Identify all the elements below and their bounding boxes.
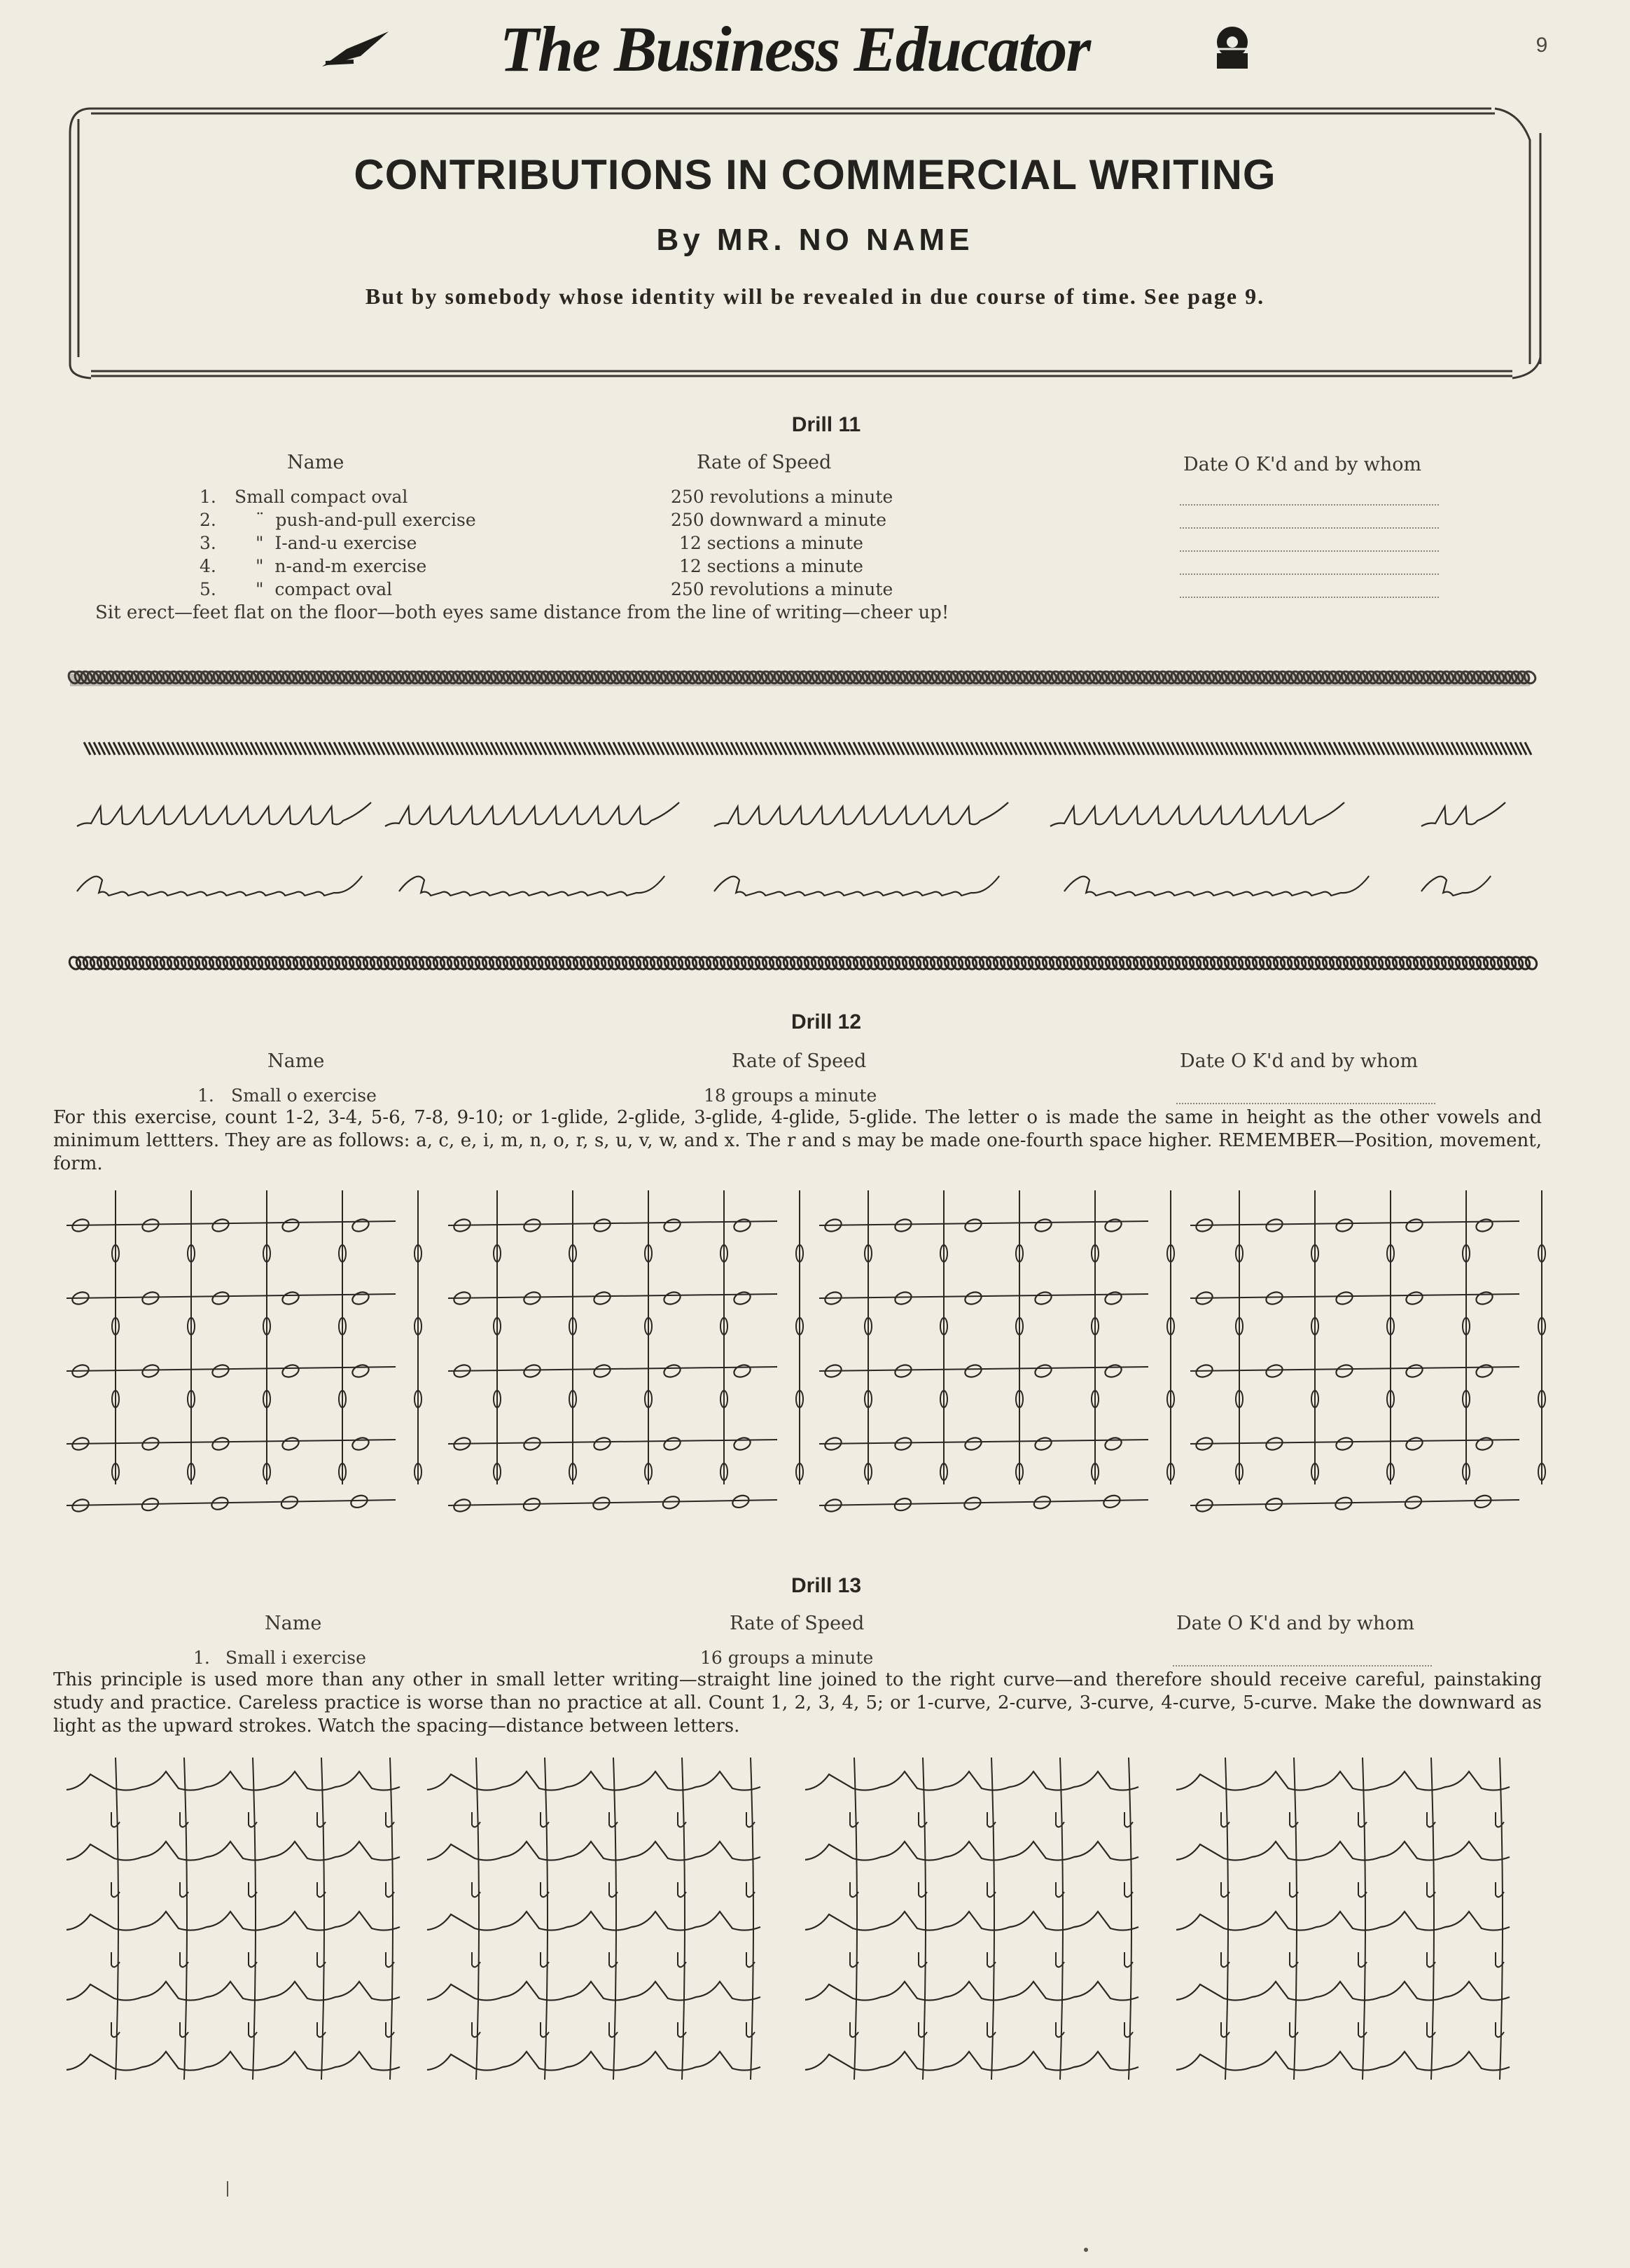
small-o-letter <box>1405 1290 1424 1306</box>
small-o-letter <box>963 1435 983 1452</box>
small-o-letter <box>141 1217 160 1233</box>
drill-13-specimens <box>0 1751 1630 2115</box>
script-exercise-group <box>1421 876 1491 896</box>
small-o-letter <box>522 1217 542 1233</box>
small-i-letter <box>1427 2022 1435 2037</box>
small-o-letter <box>662 1363 682 1379</box>
small-o-letter <box>1335 1363 1354 1379</box>
small-o-letter <box>732 1435 752 1452</box>
row-rate: 18 groups a minute <box>704 1085 877 1106</box>
small-i-exercise-row <box>1176 1912 1510 1930</box>
glide-line <box>1190 1500 1519 1505</box>
small-i-letter <box>1496 1812 1504 1827</box>
margin-mark <box>227 2181 228 2197</box>
row-number: 4. <box>200 556 216 576</box>
drill-12-col-date: Date O K'd and by whom <box>1180 1050 1419 1072</box>
small-o-letter <box>1405 1217 1424 1233</box>
small-o-letter <box>893 1217 913 1233</box>
signature-line <box>1180 573 1439 575</box>
small-i-letter <box>180 1812 188 1827</box>
small-i-exercise-row <box>805 1982 1138 2001</box>
small-i-letter <box>678 1812 686 1827</box>
small-o-letter <box>1103 1363 1123 1379</box>
small-i-letter <box>987 2022 996 2037</box>
small-i-letter <box>472 2022 480 2037</box>
row-number: 1. <box>200 487 216 507</box>
small-o-letter <box>351 1363 370 1379</box>
small-o-letter <box>1335 1217 1354 1233</box>
row-rate: 250 revolutions a minute <box>671 487 893 507</box>
small-i-letter <box>541 2022 549 2037</box>
small-i-letter <box>472 1812 480 1827</box>
margin-dot <box>1084 2248 1088 2252</box>
small-i-exercise-row <box>67 1982 400 2001</box>
downstroke-line <box>1060 1758 1063 2080</box>
small-o-letter <box>1033 1363 1053 1379</box>
small-o-letter <box>211 1290 230 1306</box>
small-o-letter <box>963 1217 983 1233</box>
article-author: By MR. NO NAME <box>656 223 974 257</box>
small-o-letter <box>592 1363 612 1379</box>
glide-line <box>67 1500 396 1505</box>
drill-13-col-rate: Rate of Speed <box>730 1613 865 1634</box>
small-o-letter <box>1102 1494 1122 1510</box>
downstroke-line <box>1363 1758 1365 2080</box>
small-i-letter <box>1358 2022 1367 2037</box>
row-rate: 250 downward a minute <box>671 510 887 530</box>
push-pull-band <box>84 742 1531 755</box>
downstroke-line <box>854 1758 857 2080</box>
small-o-letter <box>1475 1217 1494 1233</box>
drill-12-paragraph: For this exercise, count 1-2, 3-4, 5-6, 7-8, 9-10; or 1-glide, 2-glide, 3-glide, 4-glide, 5-glide. The letter o is made the same in height as the other vowels and minimum lettters. They are as follows: a, c, e, i, m, n, o, r, s, u, v, w, and x. The r and s may be made one-fourth space higher. REMEMBER—Position, movement, form. <box>53 1107 1542 1174</box>
script-exercise-group <box>1064 876 1369 896</box>
row-name: Small i exercise <box>225 1648 366 1668</box>
signature-line <box>1180 527 1439 529</box>
signature-line <box>1173 1665 1432 1667</box>
drill-11-footer: Sit erect—feet flat on the floor—both eyes same distance from the line of writing—cheer up! <box>95 602 949 623</box>
downstroke-line <box>1129 1758 1131 2080</box>
small-o-letter <box>662 1290 682 1306</box>
small-i-letter <box>249 1812 257 1827</box>
masthead-title: The Business Educator <box>499 13 1090 85</box>
small-i-letter <box>249 2022 257 2037</box>
small-i-letter <box>541 1812 549 1827</box>
drill-11-specimens <box>0 651 1630 987</box>
small-i-letter <box>746 1812 755 1827</box>
oval-exercise-band <box>69 957 1536 969</box>
small-o-letter <box>1403 1494 1423 1510</box>
quill-icon <box>319 28 396 70</box>
small-o-letter <box>522 1290 542 1306</box>
small-i-exercise-row <box>427 1982 760 2001</box>
downstroke-line <box>390 1758 393 2080</box>
small-o-letter <box>963 1363 983 1379</box>
row-name: Small compact oval <box>235 487 408 507</box>
small-o-letter <box>522 1363 542 1379</box>
small-i-exercise-row <box>1176 1842 1510 1860</box>
small-o-letter <box>211 1363 230 1379</box>
small-o-letter <box>281 1435 300 1452</box>
signature-line <box>1176 1103 1435 1104</box>
small-o-letter <box>1265 1290 1284 1306</box>
small-o-letter <box>1473 1494 1493 1510</box>
row-rate: 250 revolutions a minute <box>671 579 893 599</box>
signature-line <box>1180 504 1439 506</box>
signature-line <box>1180 597 1439 598</box>
small-i-letter <box>1124 2022 1133 2037</box>
row-rate: 12 sections a minute <box>679 533 863 553</box>
row-number: 1. <box>197 1085 214 1106</box>
small-i-letter <box>609 1812 618 1827</box>
emblem-icon <box>1204 21 1260 76</box>
small-o-letter <box>1033 1435 1053 1452</box>
small-o-letter <box>351 1435 370 1452</box>
small-i-letter <box>1221 2022 1230 2037</box>
drill-12-specimens <box>0 1190 1630 1526</box>
small-o-letter <box>281 1363 300 1379</box>
small-i-exercise-row <box>67 1912 400 1930</box>
downstroke-line <box>1431 1758 1434 2080</box>
row-rate: 12 sections a minute <box>679 556 863 576</box>
small-i-letter <box>386 1812 394 1827</box>
small-o-letter <box>1033 1290 1053 1306</box>
small-o-letter <box>1335 1435 1354 1452</box>
small-o-letter <box>1335 1290 1354 1306</box>
drill-11-col-date: Date O K'd and by whom <box>1183 454 1422 475</box>
small-o-letter <box>1405 1435 1424 1452</box>
script-exercise-group <box>1421 802 1505 826</box>
small-o-letter <box>1103 1217 1123 1233</box>
row-name: " n-and-m exercise <box>256 556 427 576</box>
small-o-letter <box>349 1494 369 1510</box>
small-o-letter <box>592 1435 612 1452</box>
downstroke-line <box>184 1758 187 2080</box>
small-o-letter <box>732 1217 752 1233</box>
drill-13-col-name: Name <box>265 1613 322 1634</box>
drill-11-col-name: Name <box>287 452 344 473</box>
small-i-letter <box>919 2022 927 2037</box>
small-o-letter <box>1265 1363 1284 1379</box>
drill-12-col-rate: Rate of Speed <box>732 1050 867 1072</box>
script-exercise-group <box>399 876 664 896</box>
glide-line <box>819 1500 1148 1505</box>
script-exercise-group <box>1050 802 1344 826</box>
small-o-letter <box>1265 1217 1284 1233</box>
drill-13-col-date: Date O K'd and by whom <box>1176 1613 1415 1634</box>
row-number: 3. <box>200 533 216 553</box>
small-o-letter <box>732 1290 752 1306</box>
downstroke-line <box>1500 1758 1503 2080</box>
small-o-letter <box>893 1435 913 1452</box>
small-o-letter <box>211 1217 230 1233</box>
small-i-letter <box>1290 2022 1298 2037</box>
small-i-exercise-row <box>427 1842 760 1860</box>
small-o-letter <box>281 1217 300 1233</box>
downstroke-line <box>923 1758 926 2080</box>
article-title: CONTRIBUTIONS IN COMMERCIAL WRITING <box>354 151 1276 198</box>
small-o-letter <box>351 1217 370 1233</box>
row-name: ¨ push-and-pull exercise <box>256 510 476 530</box>
small-i-letter <box>850 2022 858 2037</box>
script-exercise-group <box>385 802 679 826</box>
row-rate: 16 groups a minute <box>700 1648 874 1668</box>
script-exercise-group <box>714 876 999 896</box>
small-i-letter <box>317 1812 326 1827</box>
small-o-letter <box>281 1290 300 1306</box>
small-o-letter <box>893 1363 913 1379</box>
article-note: But by somebody whose identity will be revealed in due course of time. See page 9. <box>365 284 1265 309</box>
small-i-letter <box>1496 2022 1504 2037</box>
downstroke-line <box>545 1758 548 2080</box>
row-name: Small o exercise <box>231 1085 377 1106</box>
small-o-letter <box>1032 1494 1052 1510</box>
small-i-exercise-row <box>67 1842 400 1860</box>
small-i-letter <box>1427 1812 1435 1827</box>
small-o-letter <box>592 1217 612 1233</box>
small-o-letter <box>1103 1435 1123 1452</box>
small-o-letter <box>1405 1363 1424 1379</box>
downstroke-line <box>1294 1758 1297 2080</box>
row-number: 1. <box>193 1648 210 1668</box>
small-i-letter <box>111 2022 120 2037</box>
script-exercise-group <box>77 876 362 896</box>
row-name: " compact oval <box>256 579 393 599</box>
small-o-letter <box>662 1217 682 1233</box>
downstroke-line <box>991 1758 994 2080</box>
masthead <box>0 14 1630 84</box>
small-i-exercise-row <box>427 1912 760 1930</box>
small-o-letter <box>1103 1290 1123 1306</box>
small-i-exercise-row <box>805 1842 1138 1860</box>
small-i-letter <box>746 2022 755 2037</box>
small-i-exercise-row <box>1176 1982 1510 2001</box>
small-i-letter <box>919 1812 927 1827</box>
drill-13-heading: Drill 13 <box>790 1574 862 1597</box>
small-i-letter <box>850 1812 858 1827</box>
downstroke-line <box>682 1758 685 2080</box>
small-i-letter <box>317 2022 326 2037</box>
signature-line <box>1180 550 1439 552</box>
row-number: 2. <box>200 510 216 530</box>
small-i-letter <box>678 2022 686 2037</box>
downstroke-line <box>613 1758 616 2080</box>
small-o-letter <box>731 1494 751 1510</box>
small-i-exercise-row <box>805 1912 1138 1930</box>
small-o-letter <box>522 1435 542 1452</box>
small-o-letter <box>279 1494 299 1510</box>
downstroke-line <box>321 1758 324 2080</box>
small-o-letter <box>732 1363 752 1379</box>
small-o-letter <box>963 1290 983 1306</box>
small-i-letter <box>1358 1812 1367 1827</box>
small-i-letter <box>111 1812 120 1827</box>
small-o-letter <box>351 1290 370 1306</box>
drill-12-heading: Drill 12 <box>790 1010 862 1034</box>
page-number: 9 <box>1535 34 1548 57</box>
small-o-letter <box>1033 1217 1053 1233</box>
downstroke-line <box>751 1758 753 2080</box>
small-o-letter <box>141 1290 160 1306</box>
script-exercise-group <box>77 802 371 826</box>
script-exercise-group <box>714 802 1008 826</box>
downstroke-line <box>1225 1758 1228 2080</box>
small-i-letter <box>1124 1812 1133 1827</box>
small-o-letter <box>1475 1290 1494 1306</box>
downstroke-line <box>253 1758 256 2080</box>
row-number: 5. <box>200 579 216 599</box>
small-i-letter <box>1221 1812 1230 1827</box>
downstroke-line <box>116 1758 118 2080</box>
downstroke-line <box>476 1758 479 2080</box>
small-o-letter <box>1475 1435 1494 1452</box>
small-o-letter <box>893 1290 913 1306</box>
drill-11-col-rate: Rate of Speed <box>697 452 832 473</box>
small-i-letter <box>609 2022 618 2037</box>
small-i-letter <box>1056 1812 1064 1827</box>
small-i-letter <box>987 1812 996 1827</box>
small-i-letter <box>1056 2022 1064 2037</box>
small-o-letter <box>1475 1363 1494 1379</box>
small-i-letter <box>386 2022 394 2037</box>
drill-13-paragraph: This principle is used more than any other in small letter writing—straight line joined to the right curve—and therefore should receive careful, painstaking study and practice. Careless practice is worse than no practice at all. Count 1, 2, 3, 4, 5; or 1-curve, 2-curve, 3-curve, 4-curve, 5-curve. Make the downward as light as the upward strokes. Watch the spacing—distance between letters. <box>53 1669 1542 1737</box>
small-i-letter <box>180 2022 188 2037</box>
small-i-letter <box>1290 1812 1298 1827</box>
small-o-letter <box>141 1363 160 1379</box>
drill-11-heading: Drill 11 <box>791 413 861 436</box>
small-o-letter <box>211 1435 230 1452</box>
oval-band-fill <box>70 674 1530 686</box>
glide-line <box>448 1500 777 1505</box>
small-o-letter <box>661 1494 681 1510</box>
small-o-letter <box>662 1435 682 1452</box>
small-o-letter <box>141 1435 160 1452</box>
drill-12-col-name: Name <box>267 1050 325 1072</box>
small-o-letter <box>592 1290 612 1306</box>
row-name: " I-and-u exercise <box>256 533 417 553</box>
small-o-letter <box>1265 1435 1284 1452</box>
